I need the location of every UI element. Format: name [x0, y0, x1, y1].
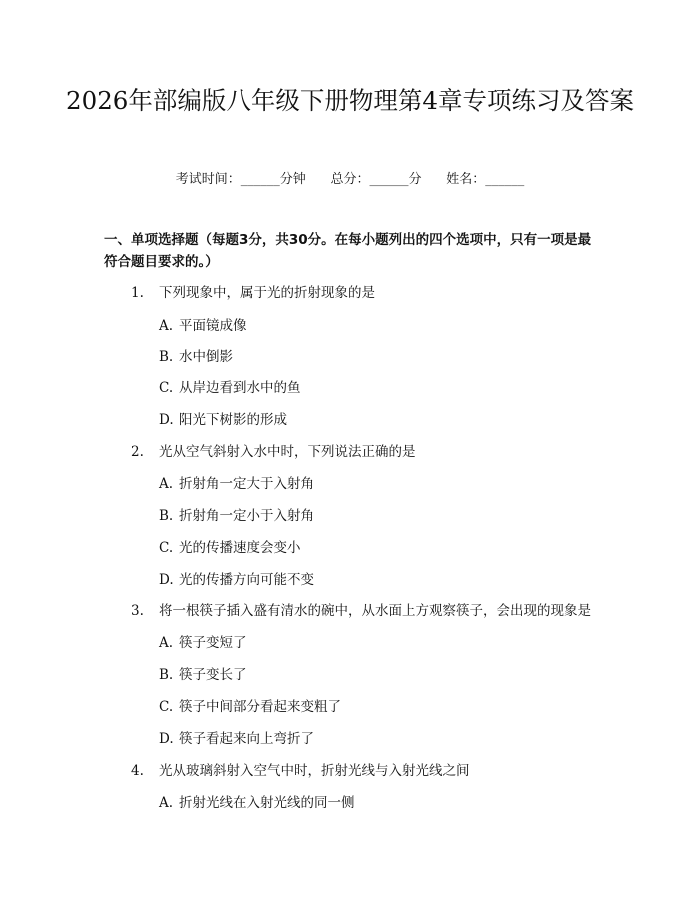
option-2c	[159, 536, 301, 556]
question-2	[131, 440, 416, 460]
option-letter: D.	[159, 572, 174, 588]
question-number: 1.	[131, 285, 144, 301]
option-1c	[159, 376, 301, 396]
option-text: 阳光下树影的形成	[179, 412, 287, 428]
option-4a	[159, 791, 355, 811]
option-letter: A.	[159, 635, 174, 651]
option-1d	[159, 408, 287, 428]
section-heading: 一、单项选择题（每题3分，共30分。在每小题列出的四个选项中，只有一项是最符合题目要求的。）	[104, 232, 592, 270]
question-3	[131, 599, 591, 619]
option-text: 从岸边看到水中的鱼	[179, 380, 301, 396]
option-3c	[159, 695, 341, 715]
option-3a	[159, 631, 247, 651]
option-1b	[159, 345, 233, 365]
option-3b	[159, 663, 247, 683]
question-number: 4.	[131, 763, 144, 779]
option-text: 平面镜成像	[179, 318, 247, 334]
option-letter: C.	[159, 540, 174, 556]
option-text: 折射角一定大于入射角	[179, 476, 314, 492]
option-2d	[159, 568, 314, 588]
option-1a	[159, 314, 247, 334]
option-2b	[159, 504, 314, 524]
option-text: 筷子中间部分看起来变粗了	[179, 699, 341, 715]
exam-info-line: 考试时间：______分钟 总分：______分 姓名：______	[175, 172, 525, 187]
option-text: 光的传播速度会变小	[179, 540, 301, 556]
question-stem: 光从玻璃斜射入空气中时，折射光线与入射光线之间	[159, 763, 470, 779]
option-letter: B.	[159, 508, 174, 524]
option-3d	[159, 727, 314, 747]
option-letter: B.	[159, 349, 174, 365]
option-letter: D.	[159, 412, 174, 428]
question-1	[131, 281, 375, 301]
option-letter: D.	[159, 731, 174, 747]
option-text: 筷子变长了	[179, 667, 247, 683]
question-stem: 下列现象中，属于光的折射现象的是	[159, 285, 375, 301]
question-number: 3.	[131, 603, 144, 619]
option-letter: A.	[159, 318, 174, 334]
question-number: 2.	[131, 444, 144, 460]
question-4	[131, 759, 470, 779]
option-letter: A.	[159, 795, 174, 811]
option-text: 筷子变短了	[179, 635, 247, 651]
option-text: 水中倒影	[179, 349, 233, 365]
option-2a	[159, 472, 314, 492]
option-letter: C.	[159, 380, 174, 396]
option-letter: B.	[159, 667, 174, 683]
option-letter: A.	[159, 476, 174, 492]
option-text: 折射角一定小于入射角	[179, 508, 314, 524]
option-text: 筷子看起来向上弯折了	[179, 731, 314, 747]
option-text: 光的传播方向可能不变	[179, 572, 314, 588]
page-title: 2026年部编版八年级下册物理第4章专项练习及答案	[66, 86, 634, 115]
question-stem: 光从空气斜射入水中时，下列说法正确的是	[159, 444, 416, 460]
option-text: 折射光线在入射光线的同一侧	[179, 795, 355, 811]
question-stem: 将一根筷子插入盛有清水的碗中，从水面上方观察筷子，会出现的现象是	[159, 603, 591, 619]
option-letter: C.	[159, 699, 174, 715]
